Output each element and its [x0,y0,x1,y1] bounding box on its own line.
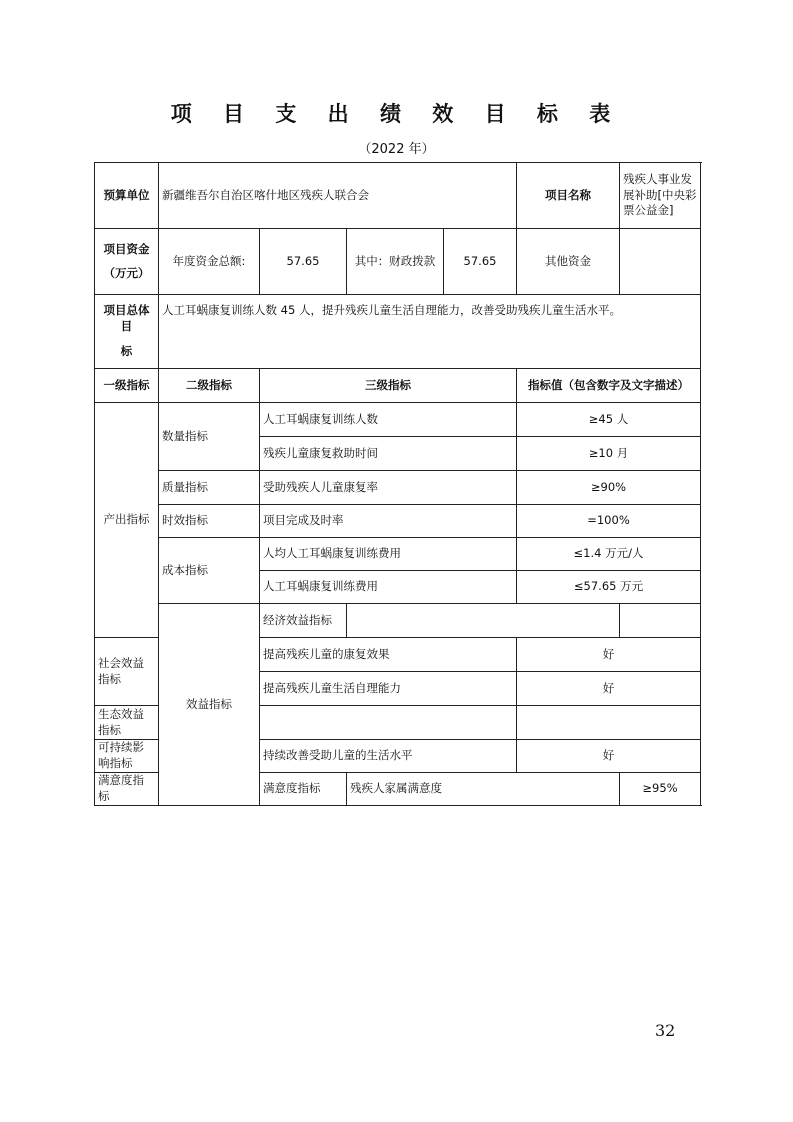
funds-row [95,229,701,295]
table-row [95,505,701,538]
goal-label-line1: 项目总体目 [103,303,150,333]
quality-label: 质量指标 [159,471,260,505]
indicator-name [347,604,620,638]
indicator-name: 残疾人家属满意度 [347,773,620,806]
social-label: 社会效益指标 [95,638,159,706]
indicator-name: 提高残疾儿童的康复效果 [260,638,517,672]
funds-label-line2: （万元） [103,265,150,280]
indicator-name: 受助残疾人儿童康复率 [260,471,517,505]
indicator-value: ≤57.65 万元 [517,571,701,604]
other-funds-label: 其他资金 [517,229,620,295]
col-level2: 二级指标 [159,369,260,403]
table-row [95,471,701,505]
cost-label: 成本指标 [159,538,260,604]
indicator-name [260,706,517,740]
performance-table [94,162,701,806]
goal-row [95,295,701,369]
indicator-name: 提高残疾儿童生活自理能力 [260,672,517,706]
indicator-name: 项目完成及时率 [260,505,517,538]
annual-total-label: 年度资金总额: [159,229,260,295]
indicator-name: 人工耳蜗康复训练人数 [260,403,517,437]
other-funds-value [620,229,701,295]
goal-text: 人工耳蜗康复训练人数 45 人，提升残疾儿童生活自理能力，改善受助残疾儿童生活水平。 [159,295,701,369]
timeliness-label: 时效指标 [159,505,260,538]
benefit-level1: 效益指标 [159,604,260,806]
goal-label [95,295,159,369]
table-row [95,538,701,571]
indicator-value: ≥10 月 [517,437,701,471]
indicator-value: 好 [517,740,701,773]
output-level1: 产出指标 [95,403,159,638]
page-number: 32 [655,1021,676,1040]
page-title: 项 目 支 出 绩 效 目 标 表 [170,102,623,126]
indicator-name: 人工耳蜗康复训练费用 [260,571,517,604]
quantity-label: 数量指标 [159,403,260,471]
indicator-value [620,604,701,638]
table-row [95,604,701,638]
satisfaction-level2: 满意度指标 [260,773,347,806]
col-level3: 三级指标 [260,369,517,403]
indicator-name: 残疾儿童康复救助时间 [260,437,517,471]
budget-unit-value: 新疆维吾尔自治区喀什地区残疾人联合会 [159,163,517,229]
goal-label-line2: 标 [120,344,133,359]
indicator-value [517,706,701,740]
ecological-label: 生态效益指标 [95,706,159,740]
funds-label [95,229,159,295]
indicator-value: 好 [517,672,701,706]
economic-label: 经济效益指标 [260,604,347,638]
table-row [95,403,701,437]
indicator-value: ≥90% [517,471,701,505]
col-level1: 一级指标 [95,369,159,403]
col-value: 指标值（包含数字及文字描述） [517,369,701,403]
satisfaction-level1: 满意度指标 [95,773,159,806]
fiscal-value: 57.65 [444,229,517,295]
sustainability-label: 可持续影响指标 [95,740,159,773]
project-name-value: 残疾人事业发展补助[中央彩票公益金] [620,163,701,229]
project-name-label: 项目名称 [517,163,620,229]
indicator-value: ≤1.4 万元/人 [517,538,701,571]
indicator-value: ≥45 人 [517,403,701,437]
indicator-value: 好 [517,638,701,672]
column-header-row [95,369,701,403]
funds-label-line1: 项目资金 [103,241,150,256]
year-label: （2022 年） [358,142,435,157]
indicator-name: 人均人工耳蜗康复训练费用 [260,538,517,571]
annual-total-value: 57.65 [260,229,347,295]
fiscal-label: 其中：财政拨款 [347,229,444,295]
indicator-value: =100% [517,505,701,538]
indicator-value: ≥95% [620,773,701,806]
budget-unit-label: 预算单位 [95,163,159,229]
budget-unit-row [95,163,701,229]
indicator-name: 持续改善受助儿童的生活水平 [260,740,517,773]
